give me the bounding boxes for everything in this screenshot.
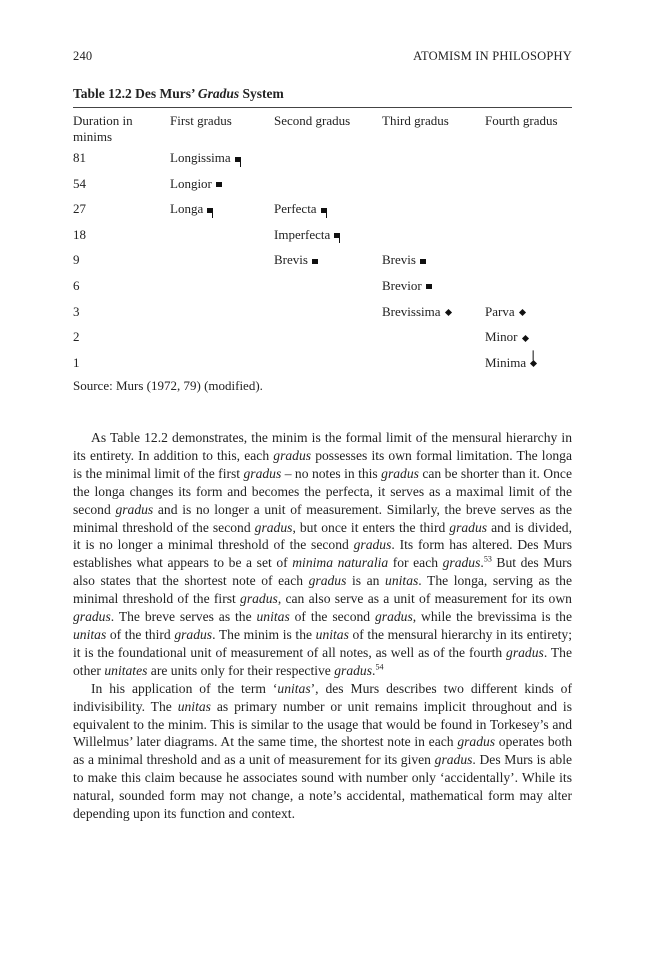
page-number: 240 (73, 49, 93, 63)
cell-third (382, 251, 426, 269)
cell-text: Longior (170, 175, 212, 191)
cell-fourth (485, 328, 528, 346)
cell-text: 54 (73, 175, 86, 191)
cell-text: Imperfecta (274, 226, 331, 242)
cell-first (170, 149, 241, 167)
cell-text: 1 (73, 354, 80, 370)
table-row (73, 277, 572, 303)
cell-duration (73, 328, 80, 346)
cell-text: Perfecta (274, 201, 317, 217)
table-row (73, 354, 572, 380)
cell-text: Brevis (274, 252, 308, 268)
col-header-fourth: Fourth gradus (485, 113, 558, 128)
note-symbol-icon (235, 157, 241, 162)
table-header-row (73, 113, 572, 149)
cell-duration (73, 149, 86, 167)
cell-text: 27 (73, 201, 86, 217)
cell-text: Parva (485, 303, 515, 319)
cell-first (170, 175, 222, 193)
note-symbol-icon (521, 335, 528, 342)
paragraph-1: As Table 12.2 demonstrates, the minim is the formal limit of the mensural hierarchy in its entirety. In addition to this, each gradus possesses its own formal limitation. The longa is the minimal limit of the first gradus – no notes in this gradus can be shorter than it. Once the longa changes its form and becomes the perfecta, it serves as a maximal limit of the second gradus and is no longer a unit of measurement. Similarly, the breve serves as the minimal threshold of the second gradus, but once it enters the third gradus and is divided, it is no longer a minimal threshold of the second gradus. Its form has altered. Des Murs establishes what appears to be a set of minima naturalia for each gradus.$^{53}$ But des Murs also states that the shortest note of each gradus is an unitas. The longa, serving as the minimal threshold of the first gradus, can also serve as a unit of measurement for its own gradus. The breve serves as the unitas of the second gradus, while the brevissima is the unitas of the third gradus. The minim is the unitas of the mensural hierarchy in its entirety; it is the foundational unit of measurement of all notes, as well as of the fourth gradus. The other unitates are units only for their respective gradus.$^{54}$ (73, 430, 573, 678)
note-symbol-icon (426, 284, 432, 289)
cell-second (274, 251, 318, 269)
running-title: ATOMISM IN PHILOSOPHY (413, 49, 572, 63)
running-header (73, 49, 572, 64)
cell-text: Brevior (382, 277, 422, 293)
note-symbol-icon (321, 208, 327, 213)
note-symbol-icon (530, 360, 537, 367)
note-symbol-icon (312, 259, 318, 264)
caption-italic: Gradus (197, 86, 240, 101)
table-source: Source: Murs (1972, 79) (modified). (73, 378, 263, 393)
cell-duration (73, 354, 80, 372)
paragraph-2: In his application of the term ‘unitas’, des Murs describes two different kinds of indivisibility. The unitas as primary number or unit remains implicit throughout and is equivalent to the minim. This is similar to the usage that would be found in Torkesey’s and Willelmus’ later diagrams. At the same time, the shortest note in each gradus operates both as a minimal threshold and as a unit of measurement for its given gradus. Des Murs is able to make this claim because he associates sound with number only ‘accidentally’. While its natural, sounded form may not change, a note’s accidental, mathematical form may alter depending upon its function and context. (73, 680, 573, 822)
cell-third (382, 303, 451, 321)
cell-text: Minor (485, 329, 518, 345)
col-header-duration: Duration in minims (73, 113, 133, 144)
gradus-table (73, 113, 572, 379)
cell-text: Longa (170, 201, 204, 217)
cell-text: 18 (73, 226, 86, 242)
note-symbol-icon (420, 259, 426, 264)
cell-text: 81 (73, 150, 86, 165)
cell-text: 2 (73, 329, 80, 345)
cell-first (170, 200, 213, 218)
cell-duration (73, 251, 80, 269)
cell-duration (73, 277, 80, 295)
table-body (73, 149, 572, 379)
cell-text: 6 (73, 277, 80, 293)
col-header-second: Second gradus (274, 113, 351, 128)
cell-duration (73, 226, 86, 244)
note-symbol-icon (207, 208, 213, 213)
note-symbol-icon (444, 309, 451, 316)
cell-duration (73, 200, 86, 218)
table-row (73, 303, 572, 329)
note-symbol-icon (334, 233, 340, 238)
body-text (73, 429, 572, 823)
col-header-first: First gradus (170, 113, 232, 128)
table-row (73, 251, 572, 277)
cell-text: Minima (485, 354, 527, 370)
note-symbol-icon (519, 309, 526, 316)
cell-duration (73, 175, 86, 193)
cell-duration (73, 303, 80, 321)
cell-text: 9 (73, 252, 80, 268)
cell-text: Brevissima (382, 303, 441, 319)
cell-second (274, 200, 327, 218)
cell-text: Longissima (170, 150, 231, 165)
cell-fourth (485, 354, 536, 372)
cell-text: 3 (73, 303, 80, 319)
table-row (73, 149, 572, 175)
cell-text: Brevis (382, 252, 416, 268)
caption-prefix: Table 12.2 Des Murs’ (73, 86, 198, 101)
caption-suffix: System (239, 86, 284, 101)
col-header-third: Third gradus (382, 113, 449, 128)
table-caption (73, 86, 284, 102)
table-row (73, 175, 572, 201)
table-row (73, 200, 572, 226)
note-symbol-icon (216, 182, 222, 187)
cell-second (274, 226, 340, 244)
cell-fourth (485, 303, 525, 321)
table-row (73, 328, 572, 354)
table-row (73, 226, 572, 252)
table-top-rule (73, 107, 572, 108)
cell-third (382, 277, 432, 295)
